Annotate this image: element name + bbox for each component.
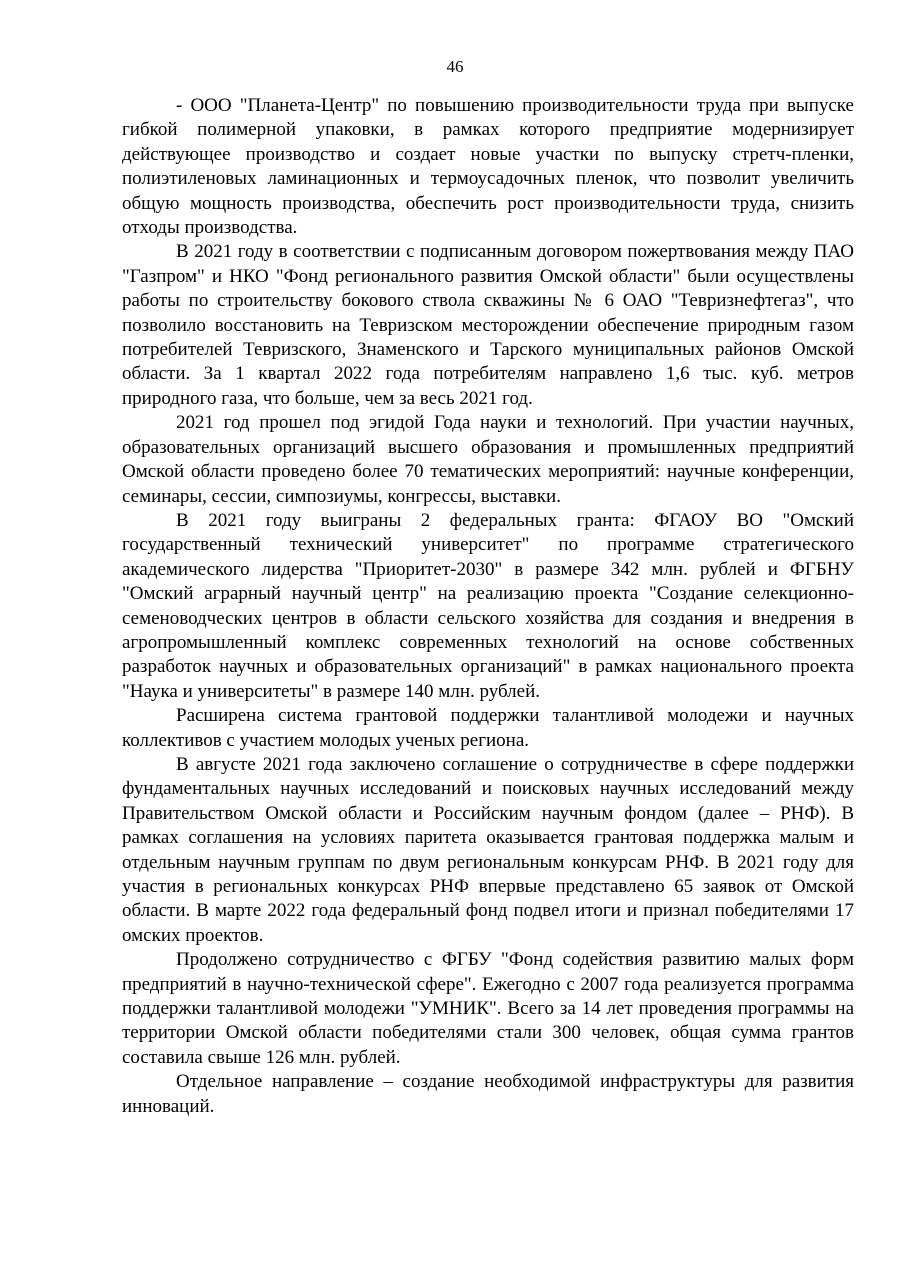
paragraph-rnf-agreement: В августе 2021 года заключено соглашение о сотрудничестве в сфере поддержки фундаментальных научных исследований и поисковых научных исследований между Правительством Омской области и Российским научным фондом (далее – РНФ). В рамках соглашения на условиях паритета оказывается грантовая поддержка малым и отдельным научным группам по двум региональным конкурсам РНФ. В 2021 году для участия в региональных конкурсах РНФ впервые представлено 65 заявок от Омской области. В марте 2022 года федеральный фонд подвел итоги и признал победителями 17 омских проектов.	[122, 753, 854, 946]
paragraph-planeta-center: - ООО "Планета-Центр" по повышению производительности труда при выпуске гибкой полимерной упаковки, в рамках которого предприятие модернизирует действующее производство и создает новые участки по выпуску стретч-пленки, полиэтиленовых ламинационных и термоусадочных пленок, что позволит увеличить общую мощность производства, обеспечить рост производительности труда, снизить отходы производства.	[122, 95, 854, 239]
paragraph-federal-grants: В 2021 году выиграны 2 федеральных гранта: ФГАОУ ВО "Омский государственный технический университет" по программе стратегического академического лидерства "Приоритет-2030" в размере 342 млн. рублей и ФГБНУ "Омский аграрный научный центр" на реализацию проекта "Создание селекционно-семеноводческих центров в области сельского хозяйства для создания и внедрения в агропромышленный комплекс современных технологий на основе собственных разработок научных и образовательных организаций" в рамках национального проекта "Наука и университеты" в размере 140 млн. рублей.	[122, 509, 854, 702]
paragraph-year-of-science: 2021 год прошел под эгидой Года науки и технологий. При участии научных, образовательных организаций высшего образования и промышленных предприятий Омской области проведено более 70 тематических мероприятий: научные конференции, семинары, сессии, симпозиумы, конгрессы, выставки.	[122, 412, 854, 507]
page-number: 46	[446, 57, 464, 76]
document-body	[122, 94, 854, 1119]
paragraph-grant-support: Расширена система грантовой поддержки талантливой молодежи и научных коллективов с участием молодых ученых региона.	[122, 705, 854, 751]
paragraph-gazprom-donation: В 2021 году в соответствии с подписанным договором пожертвования между ПАО "Газпром" и НКО "Фонд регионального развития Омской области" были осуществлены работы по строительству бокового ствола скважины № 6 ОАО "Тевризнефтегаз", что позволило восстановить на Тевризском месторождении обеспечение природным газом потребителей Тевризского, Знаменского и Тарского муниципальных районов Омской области. За 1 квартал 2022 года потребителям направлено 1,6 тыс. куб. метров природного газа, что больше, чем за весь 2021 год.	[122, 241, 854, 409]
paragraph-innovation-infrastructure: Отдельное направление – создание необходимой инфраструктуры для развития инноваций.	[122, 1071, 854, 1117]
paragraph-umnik-program: Продолжено сотрудничество с ФГБУ "Фонд содействия развитию малых форм предприятий в научно-технической сфере". Ежегодно с 2007 года реализуется программа поддержки талантливой молодежи "УМНИК". Всего за 14 лет проведения программы на территории Омской области победителями стали 300 человек, общая сумма грантов составила свыше 126 млн. рублей.	[122, 949, 854, 1068]
